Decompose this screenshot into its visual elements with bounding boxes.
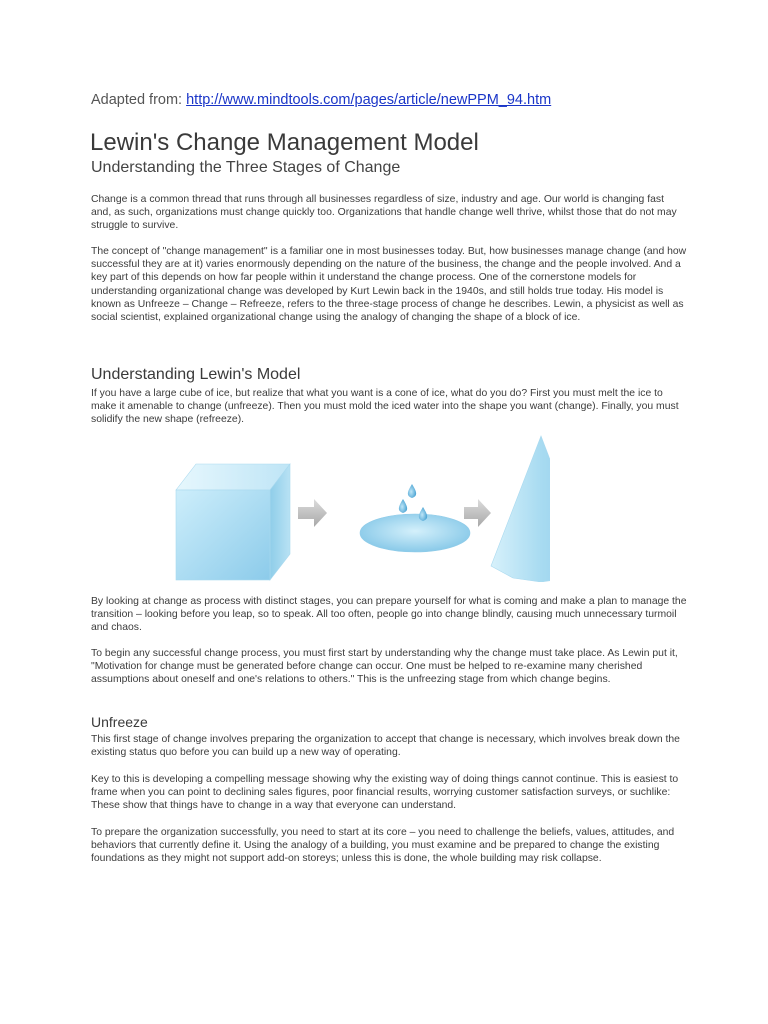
body-paragraph: To begin any successful change process, you must first start by understanding why the change must take place. As Lewin put it, "Motivation for change must be generated before change can occur. One must be helped to re-examine many cherished assumptions about oneself and one's relations to others." This is the unfreezing stage from which change begins. (91, 648, 678, 686)
water-drop-icon (399, 499, 407, 513)
source-link[interactable]: http://www.mindtools.com/pages/article/newPPM_94.htm (186, 92, 552, 108)
page-title: Lewin's Change Management Model (90, 129, 479, 156)
adapted-label: Adapted from: (91, 92, 183, 108)
arrow-right-icon (298, 499, 327, 527)
unfreeze-paragraph: To prepare the organization successfully, you need to start at its core – you need to challenge the beliefs, values, attitudes, and behaviors that currently define it. Using the analogy of a building, you must examine and be prepared to change the existing foundations as they might not support add-on storeys; unless this is done, the whole building may risk collapse. (91, 827, 675, 865)
page-subtitle: Understanding the Three Stages of Change (91, 159, 401, 176)
water-drop-icon (408, 484, 416, 498)
arrow-right-icon (464, 499, 491, 527)
body-paragraph: By looking at change as process with distinct stages, you can prepare yourself for what is coming and make a plan to manage the transition – looking before you leap, so to speak. All too often, people go into change blindly, causing much unnecessary turmoil and chaos. (91, 596, 687, 634)
water-puddle-shape (360, 484, 470, 552)
water-drop-icon (419, 507, 427, 521)
section-heading-unfreeze: Unfreeze (91, 714, 148, 730)
section-heading-model: Understanding Lewin's Model (91, 366, 301, 383)
ice-cube-shape (176, 464, 290, 580)
unfreeze-paragraph: This first stage of change involves preparing the organization to accept that change is necessary, which involves break down the existing status quo before you can build up a new way of operating. (91, 734, 680, 759)
intro-paragraph: Change is a common thread that runs through all businesses regardless of size, industry and age. Our world is changing fast and, as such, organizations must change quickly too. Organizations that handle change well thrive, whilst those that do not may struggle to survive. (91, 194, 677, 232)
unfreeze-paragraph: Key to this is developing a compelling message showing why the existing way of doing things cannot continue. This is easiest to frame when you can point to declining sales figures, poor financial results, worrying customer satisfaction surveys, or suchlike: These show that things have to change in a way that everyone can understand. (91, 774, 679, 812)
ice-change-diagram (170, 432, 550, 582)
intro-paragraph: The concept of "change management" is a familiar one in most businesses today. But, how businesses manage change (and how successful they are at it) varies enormously depending on the nature of the business, the change and the people involved. And a key part of this depends on how far people within it understand the change process. One of the cornerstone models for understanding organizational change was developed by Kurt Lewin back in the 1940s, and still holds true today. His model is known as Unfreeze – Change – Refreeze, refers to the three-stage process of change he describes. Lewin, a physicist as well as social scientist, explained organizational change using the analogy of changing the shape of a block of ice. (91, 246, 687, 324)
ice-cone-shape (491, 436, 550, 582)
source-attribution (91, 92, 551, 108)
model-paragraph: If you have a large cube of ice, but realize that what you want is a cone of ice, what do you do? First you must melt the ice to make it amenable to change (unfreeze). Then you must mold the iced water into the shape you want (change). Finally, you must solidify the new shape (refreeze). (91, 388, 679, 426)
